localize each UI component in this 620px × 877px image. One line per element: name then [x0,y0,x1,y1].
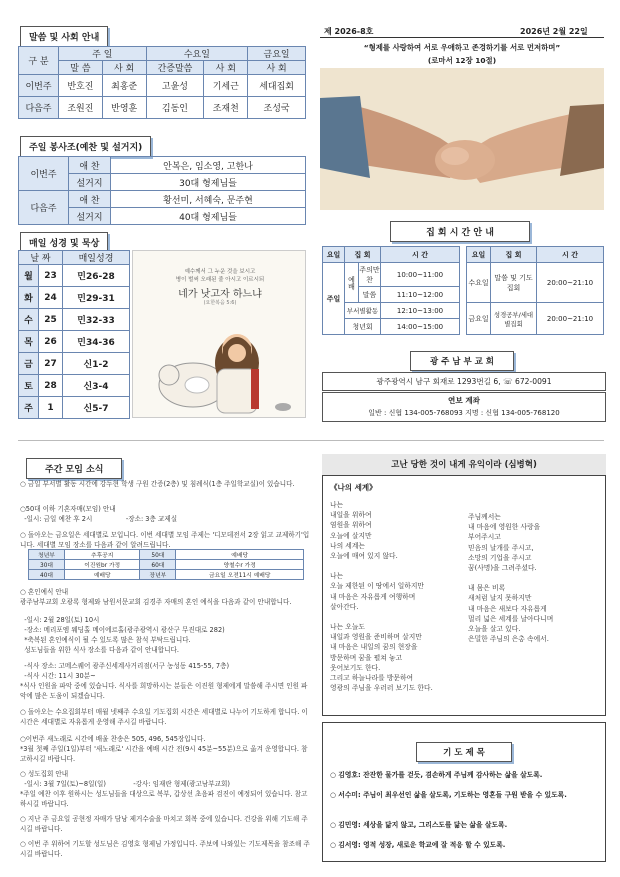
gen-cell: 30대 [29,560,65,570]
devotion-title: 고난 당한 것이 내게 유익이라 (심병혁) [322,454,606,476]
poem-line: 그리고 하늘나라를 방문하여 [330,674,414,683]
poem-line: 소망의 기업을 주시고 [468,553,532,562]
mt-header: 시 간 [381,247,460,263]
day-cell: 주 [19,397,39,419]
news-item: ○ 돌아오는 수요집회부터 매월 넷째주 수요일 기도집회 시간은 세대별로 나누어 기도하게 합니다. 이 시간은 세대별로 자유롭게 운영해 주시길 바랍니다. [20,708,308,726]
sub-header: 사 회 [204,61,248,75]
poem-line: 살아간다. [330,602,359,611]
poem-line [330,612,470,622]
poem-line: 꿈(사명)을 그려주셨다. [468,564,537,573]
poem-line: 주님께서는 [468,513,501,521]
reading-cell: 신5-7 [63,397,130,419]
poem-line: 멀리 넓은 세계를 날아다니며 [468,614,554,623]
word-table [18,46,306,119]
day-cell: 토 [19,375,39,397]
item-value: 안복은, 임소영, 고한나 [111,157,306,174]
cell: 고윤성 [146,75,204,97]
bible-header-reading: 매일성경 [63,251,130,265]
news-item: ○50대 이하 기혼자매(모임) 안내 [20,505,116,513]
date-cell: 1 [39,397,63,419]
meeting-time: 11:10~12:00 [381,287,460,303]
gen-cell: 이진원br 가정 [65,560,140,570]
poem-line: 새처럼 날지 못하지만 [468,594,532,603]
poem-line: 내 마음은 새보다 자유롭게 [468,604,547,613]
poem-line: 영광의 주님을 우러러 보기도 한다. [330,684,433,693]
reading-cell: 민32-33 [63,309,130,331]
prayer-item: ○ 김영호: 잔잔한 물가를 걷듯, 겸손하게 주님께 감사하는 삶을 살도록. [330,771,543,779]
poem-line: 오늘 제한된 이 땅에서 일하지만 [330,582,424,591]
item-key: 설거지 [69,208,111,225]
theme-verse: “형제를 사랑하여 서로 우애하고 존경하기를 서로 먼저하며” [363,43,561,52]
row-label: 이번주 [19,75,59,97]
reading-cell: 민29-31 [63,287,130,309]
news-item: *3월 첫째 주일(1일)부터 '새노래로' 시간을 예배 시간 전(9시 45분~55분)으로 옮겨 운영합니다. 참고하시길 바랍니다. [20,745,308,763]
news-item: ○ 혼인예식 안내 [20,588,69,596]
sunday-service-title: 주일 봉사조(예찬 및 설거지) [20,136,151,157]
week-label: 다음주 [19,191,69,225]
reading-cell: 민26-28 [63,265,130,287]
news-item: ○ 이번 주 위하여 기도할 성도님은 김영호 형제님 가정입니다. 주보에 나와있는 기도제목을 참조해 주시길 바랍니다. [20,840,310,858]
group-wednesday: 수요일 [146,47,248,61]
date-cell: 25 [39,309,63,331]
cell: 기세근 [204,75,248,97]
meeting-time: 20:00~21:10 [537,263,604,303]
meeting-time: 14:00~15:00 [381,319,460,335]
meeting-time: 12:10~13:00 [381,303,460,319]
news-item: -식사 시간: 11시 30분~ [20,672,96,680]
meeting-table-left [322,246,460,335]
service-table [18,156,306,225]
item-value: 황선미, 서혜숙, 문주현 [111,191,306,208]
date-cell: 26 [39,331,63,353]
news-item: *축복된 혼인예식이 될 수 있도록 많은 참석 부탁드립니다. [20,636,191,644]
gen-cell: 장년부 [140,570,176,580]
poem-line: 나는 오늘도 [330,623,365,632]
mt-header: 요일 [467,247,491,263]
news-item: -장소: 메리포엠 웨딩홀 메이에르홀(광주광역시 광산구 무진대로 282) [20,626,225,634]
news-item: ○이번주 새노래로 시간에 배울 찬송은 505, 496, 545장입니다. [20,735,206,743]
group-friday: 금요일 [248,47,306,61]
poem-line: 방문하며 꿈을 펼쳐 놓고 [330,653,403,662]
cell: 최홍준 [102,75,146,97]
meeting-name: 주의만찬 [359,263,381,287]
news-item: 광주남부교회 오광록 형제와 남원서문교회 김경주 자매의 혼인 예식을 다음과 같이 안내합니다. [20,598,292,606]
account-title: 연보 계좌 [448,396,480,405]
meeting-times-title: 집 회 시 간 안 내 [390,221,530,242]
cell: 김동인 [146,97,204,119]
meeting-name: 부서별활동 [345,303,381,319]
gen-cell: 60대 [140,560,176,570]
poem-line: 내 몸은 비록 [468,584,506,593]
poem-line: 염원을 위하여 [330,521,372,530]
sub-header: 간증말씀 [146,61,204,75]
weekly-meetings-title: 주간 모임 소식 [26,458,122,479]
news-item: 성도님들을 위한 식사 장소를 다음과 같이 안내합니다. [20,646,179,654]
poem-line: 내일을 위하여 [330,511,372,520]
cell: 조원진 [59,97,103,119]
poem-line: 내일과 영원을 준비하며 살지만 [330,633,422,642]
poem-line: 내 마음에 영원한 사랑을 [468,523,541,532]
hands-photo [320,68,604,210]
week-label: 이번주 [19,157,69,191]
account-numbers: 일반 : 신협 134-005-768093 지명 : 신협 134-005-768120 [368,409,560,417]
prayer-title: 기 도 제 목 [416,742,512,762]
meeting-name: 말씀 및 기도집회 [491,263,537,303]
poem-line: 믿음의 날개를 주시고, [468,543,534,552]
mt-header: 집 회 [345,247,381,263]
news-item: *주일 예찬 이후 원하시는 성도님들을 대상으로 복부, 갑상선 초음파 검진이 예정되어 있습니다. 참고하시길 바랍니다. [20,790,308,808]
date-cell: 24 [39,287,63,309]
bible-header-date: 날 짜 [19,251,63,265]
devotion-heading: 《나의 세계》 [330,483,377,492]
news-item: ○ 금일 부서별 활동 시간에 강두현 학생 구원 간증(2층) 및 침례식(1층 주일학교실)이 있습니다. [20,480,295,488]
card-title: 네가 낫고자 하느냐 [178,289,262,300]
meeting-table-right [466,246,604,335]
meeting-name: 말씀 [359,287,381,303]
poem-line: 나는 [330,501,344,509]
issue-date: 2026년 2월 22일 [520,27,588,36]
gen-cell: 금요일 오전11시 예배당 [176,570,304,580]
group-sunday: 주 일 [59,47,147,61]
daily-bible-title: 매일 성경 및 묵상 [20,232,108,253]
meeting-name: 청년회 [345,319,381,335]
prayer-item: ○ 서수미: 주님이 최우선인 삶을 살도록, 기도하는 영혼들 구원 받을 수 있도록. [330,791,567,799]
date-cell: 28 [39,375,63,397]
cell: 반영훈 [102,97,146,119]
date-cell: 23 [39,265,63,287]
news-item: -식사 장소: 고메스퀘어 광주신세계사거리점(서구 농성동 415-55, 7층) [20,662,230,670]
item-key: 애 찬 [69,191,111,208]
sunday-label: 주일 [323,263,345,335]
news-item: -일시: 2월 28일(토) 10시 [20,616,100,624]
day-cell: 월 [19,265,39,287]
church-address: 광주광역시 남구 회재로 1293번길 6, ☏ 672-0091 [322,372,606,391]
poem-line: 부어주시고 [468,533,501,542]
meeting-day: 수요일 [467,263,491,303]
sub-header: 사 회 [102,61,146,75]
gen-cell: 예배당 [65,570,140,580]
mt-header: 시 간 [537,247,604,263]
poem-line: 오늘에 매여 있지 않다. [330,552,398,561]
news-item: ○ 성도집회 안내 [20,770,69,778]
sub-header: 말 씀 [59,61,103,75]
news-item: ○ 돌아오는 금요일은 세대별로 모입니다. 이번 세대별 모임 주제는 '디모데전서 2장 읽고 교제하기'입니다. 세대별 모임 장소를 다음과 같이 알려드립니다. [20,531,310,549]
date-cell: 27 [39,353,63,375]
poem-line: 내 마음은 내일의 꿈의 현장을 [330,643,418,652]
meeting-time: 20:00~21:10 [537,303,604,335]
card-ref: (요한복음 5:6) [203,300,237,306]
news-item: -일시: 금일 예찬 후 2시 -장소: 3층 교제실 [20,515,178,523]
prayer-item: ○ 김서영: 영적 성장, 새로운 학교에 잘 적응 할 수 있도록. [330,841,506,849]
gen-cell: 추후공지 [65,550,140,560]
gen-cell: 50대 [140,550,176,560]
day-cell: 금 [19,353,39,375]
poem-line: 웃어보기도 한다. [330,663,381,672]
item-key: 설거지 [69,174,111,191]
cell: 세대집회 [248,75,306,97]
poem-line: 내 마음은 자유롭게 여행하며 [330,592,416,601]
poem-line [330,561,470,571]
card-line-1: 예수께서 그 누운 것을 보시고 [184,269,256,275]
gen-cell: 40대 [29,570,65,580]
item-value: 30대 형제님들 [111,174,306,191]
gen-cell: 양철수r 가정 [176,560,304,570]
item-value: 40대 형제님들 [111,208,306,225]
poem-line: 오늘에 살지만 [330,531,372,540]
meeting-day: 금요일 [467,303,491,335]
item-key: 애 찬 [69,157,111,174]
worship-label: 예배 [345,263,359,303]
word-social-title: 말씀 및 사회 안내 [20,26,108,47]
day-cell: 목 [19,331,39,353]
poem-line: 은밀한 주님의 은총 속에서. [468,635,549,644]
reading-cell: 신3-4 [63,375,130,397]
day-cell: 화 [19,287,39,309]
mt-header: 요일 [323,247,345,263]
prayer-item: ○ 김민영: 세상을 닮지 않고, 그리스도를 닮는 삶을 살도록. [330,821,508,829]
gen-cell: 예배당 [176,550,304,560]
meeting-time: 10:00~11:00 [381,263,460,287]
card-line-2: 병이 벌써 오래된 줄 아시고 이르시되 [175,277,265,283]
jesus-sheep-illustration [133,307,307,417]
sub-header: 사 회 [248,61,306,75]
poem-line: 나의 세계는 [330,541,365,550]
poem-line: 나는 [330,572,344,581]
devotion-right-column [468,512,604,644]
theme-verse-ref: (로마서 12장 10절) [427,56,497,65]
mt-header: 집 회 [491,247,537,263]
cell: 조재천 [204,97,248,119]
day-cell: 수 [19,309,39,331]
gen-cell: 청년부 [29,550,65,560]
poem-line: 오늘을 살고 있다. [468,625,521,634]
cell: 조성국 [248,97,306,119]
bible-table [18,250,130,419]
news-item: ○ 지난 주 금요일 공현정 자매가 담낭 제거수술을 마치고 회복 중에 있습니다. 건강을 위해 기도해 주시길 바랍니다. [20,815,308,833]
devotion-left-column [330,500,470,693]
cell: 반호진 [59,75,103,97]
church-name: 광 주 남 부 교 회 [410,351,514,371]
reading-cell: 신1-2 [63,353,130,375]
row-label: 다음주 [19,97,59,119]
poem-line [468,573,604,583]
meditation-card [132,250,306,418]
news-item: -일시: 3월 7일(토)~8일(일) -강사: 임재란 형제(광고남부교회) [20,780,230,788]
generation-table [28,549,304,580]
news-item: *식사 인원을 파악 중에 있습니다. 식사를 희망하시는 분들은 이진원 형제에게 말씀해 주시면 인원 파악에 많은 도움이 되겠습니다. [20,682,308,700]
issue-number: 제 2026-8호 [324,27,374,36]
corner-cell: 구 분 [19,47,59,75]
reading-cell: 민34-36 [63,331,130,353]
meeting-name: 성경공부/세대별집회 [491,303,537,335]
